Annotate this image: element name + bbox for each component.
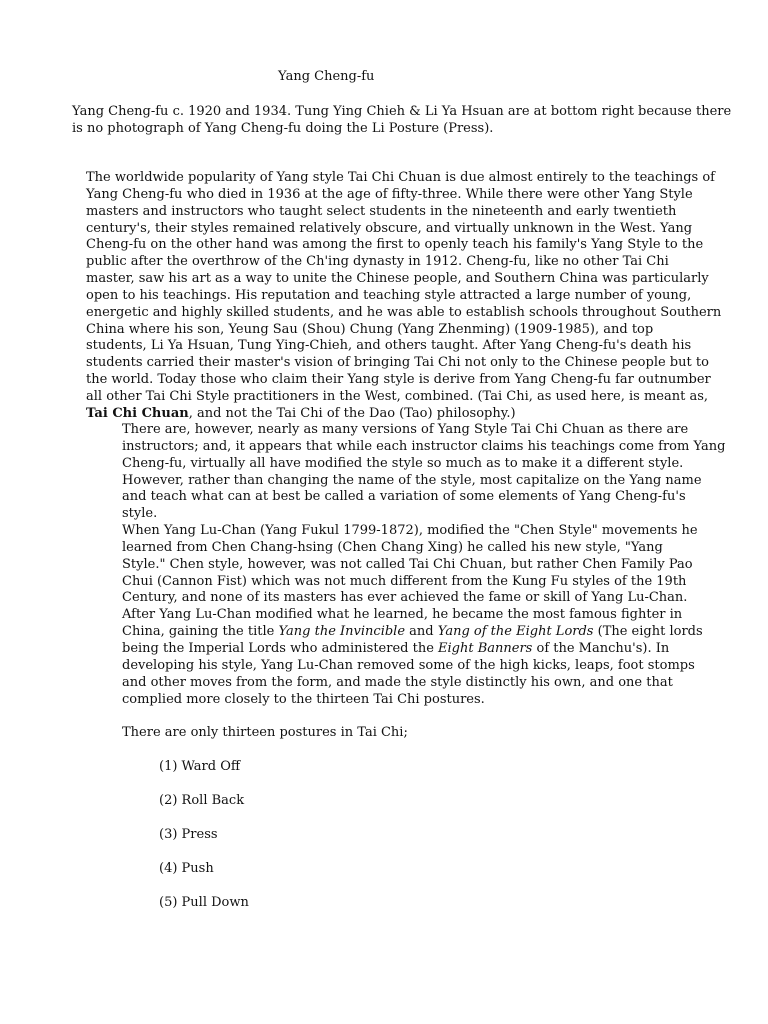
italic-term-eight-banners: Eight Banners	[438, 640, 533, 656]
text-run: being the Imperial Lords who administered the	[122, 640, 439, 656]
document-title: Yang Cheng-fu	[278, 69, 375, 84]
paragraph-line: Century, and none of its masters has ever achieved the fame or skill of Yang Lu-Chan.	[122, 590, 688, 606]
paragraph-line: Cheng-fu on the other hand was among the first to openly teach his family's Yang Style to the	[86, 237, 704, 253]
paragraph-line: Chui (Cannon Fist) which was not much different from the Kung Fu styles of the 19th	[122, 573, 687, 589]
posture-item: (3) Press	[159, 827, 218, 842]
paragraph-line: open to his teachings. His reputation and teaching style attracted a large number of young,	[86, 287, 692, 303]
paragraph-line: However, rather than changing the name of the style, most capitalize on the Yang name	[122, 472, 702, 488]
paragraph-line: instructors; and, it appears that while each instructor claims his teachings come from Yang	[122, 438, 726, 454]
paragraph-line: all other Tai Chi Style practitioners in the West, combined. (Tai Chi, as used here, is meant as,	[86, 388, 708, 404]
text-run: China, gaining the title	[122, 624, 279, 640]
italic-title-invincible: Yang the Invincible	[278, 624, 406, 640]
paragraph-line: energetic and highly skilled students, and he was able to establish schools throughout Southern	[86, 304, 722, 320]
posture-item: (1) Ward Off	[159, 759, 241, 774]
photo-caption: Yang Cheng-fu c. 1920 and 1934. Tung Ying Chieh & Li Ya Hsuan are at bottom right because there is no photograph of Yang Cheng-fu doing the Li Posture (Press).	[72, 104, 732, 136]
paragraph-line: the world. Today those who claim their Yang style is derive from Yang Cheng-fu far outnumber	[86, 372, 711, 388]
posture-item: (2) Roll Back	[159, 793, 245, 808]
paragraph-line: students, Li Ya Hsuan, Tung Ying-Chieh, and others taught. After Yang Cheng-fu's death his	[86, 338, 692, 354]
indented-section	[122, 422, 726, 708]
paragraph-line	[122, 641, 682, 658]
text-run: and	[405, 624, 438, 640]
paragraph-line: After Yang Lu-Chan modified what he learned, he became the most famous fighter in	[122, 607, 683, 623]
italic-title-eight-lords: Yang of the Eight Lords	[437, 624, 594, 640]
text-run: of the Manchu's). In	[532, 640, 670, 656]
paragraph-line: China where his son, Yeung Sau (Shou) Chung (Yang Zhenming) (1909-1985), and top	[86, 321, 654, 337]
paragraph-line: and teach what can at best be called a variation of some elements of Yang Cheng-fu's	[122, 489, 686, 505]
paragraph-line: Cheng-fu, virtually all have modified the style so much as to make it a different style.	[122, 455, 684, 471]
posture-item: (5) Pull Down	[159, 895, 249, 910]
paragraph-line: learned from Chen Chang-hsing (Chen Chang Xing) he called his new style, "Yang	[122, 539, 663, 555]
paragraph-line: master, saw his art as a way to unite the Chinese people, and Southern China was particularly	[86, 271, 709, 287]
paragraph-line: and other moves from the form, and made the style distinctly his own, and one that	[122, 674, 673, 690]
paragraph-line: The worldwide popularity of Yang style Tai Chi Chuan is due almost entirely to the teachings of	[86, 170, 715, 185]
paragraph-line: public after the overthrow of the Ch'ing dynasty in 1912. Cheng-fu, like no other Tai Chi	[86, 254, 669, 270]
paragraph-line	[86, 406, 688, 423]
paragraph-line: style.	[122, 506, 158, 522]
paragraph-line: complied more closely to the thirteen Tai Chi postures.	[122, 691, 485, 707]
paragraph-popularity	[86, 170, 722, 423]
paragraph-line: When Yang Lu-Chan (Yang Fukul 1799-1872), modified the "Chen Style" movements he	[122, 523, 698, 539]
paragraph-line: There are, however, nearly as many versions of Yang Style Tai Chi Chuan as there are	[122, 422, 689, 437]
paragraph-line: century's, their styles remained relatively obscure, and virtually unknown in the West. Yang	[86, 220, 693, 236]
posture-item: (4) Push	[159, 861, 214, 876]
postures-intro: There are only thirteen postures in Tai Chi;	[122, 725, 408, 740]
paragraph-line: students carried their master's vision of bringing Tai Chi not only to the Chinese people but to	[86, 355, 709, 371]
paragraph-line: Yang Cheng-fu who died in 1936 at the age of fifty-three. While there were other Yang Style	[86, 186, 693, 202]
paragraph-line: Style." Chen style, however, was not called Tai Chi Chuan, but rather Chen Family Pao	[122, 556, 693, 572]
paragraph-line: masters and instructors who taught select students in the nineteenth and early twentieth	[86, 203, 677, 219]
bold-term-tai-chi-chuan: Tai Chi Chuan	[86, 405, 189, 421]
paragraph-line-tail: , and not the Tai Chi of the Dao (Tao) philosophy.)	[188, 405, 516, 421]
paragraph-line: developing his style, Yang Lu-Chan removed some of the high kicks, leaps, foot stomps	[122, 657, 695, 673]
text-run: (The eight lords	[593, 624, 703, 640]
paragraph-line	[122, 624, 703, 641]
